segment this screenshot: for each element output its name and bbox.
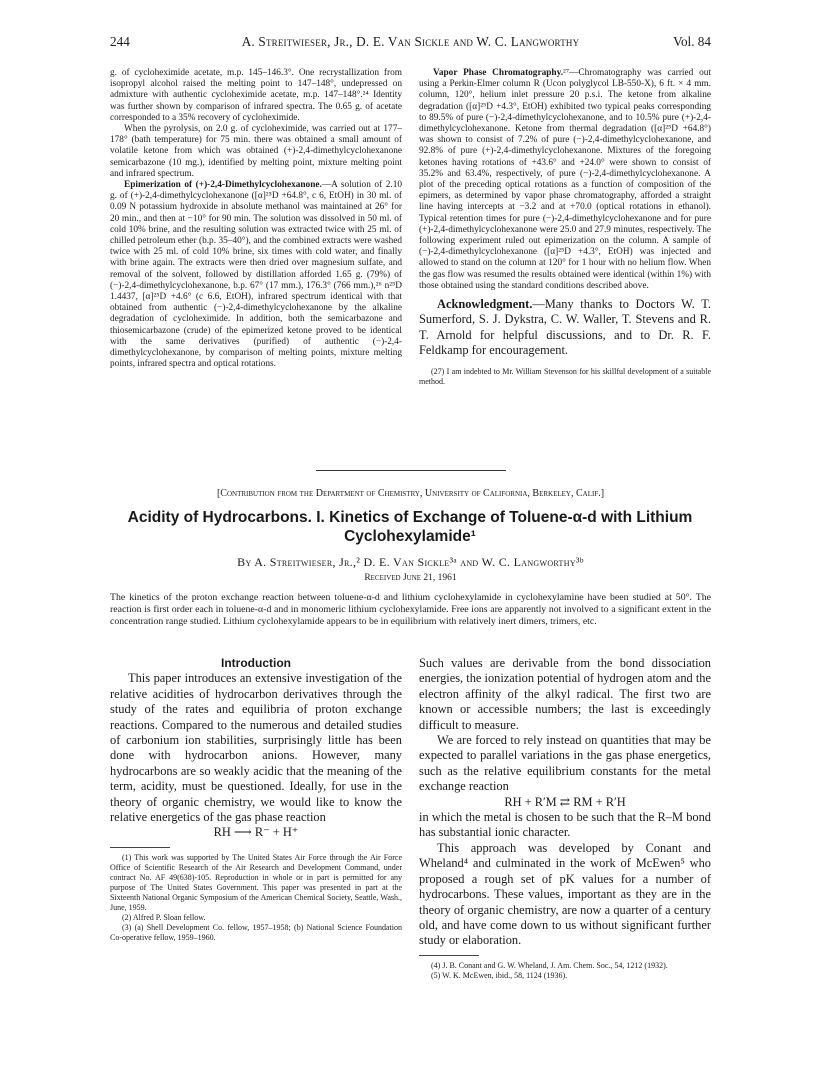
paragraph-body: ²⁷—Chromatography was carried out using a Perkin-Elmer column R (Ucon polyglycol LB-550-X), 6 ft. × 4 mm. column, 120°, helium inlet pressure 20 p.s.i. The ketone from alkaline degradation ([α]²⁵D +4.3°, EtOH) exhibited two typical peaks corresponding to 89.5% of pure (−)-2,4-dimethylcyclohexanone, and to 10.5% pure (+)-2,4-dimethylcyclohexanone. Ketone from thermal degradation ([α]²⁵D +64.8°) was shown to consist of 7.2% of pure (−)-2,4-dimethylcyclohexanone, and 92.8% of pure (+)-2,4-dimethylcyclohexanone. Mixtures of the foregoing ketones having rotations of +43.6° and +24.0° were shown to consist of 35.2% and 63.4%, respectively, of pure (−)-2,4-dimethylcyclohexanone. A plot of the preceding optical rotations as a function of composition of the epimers, as determined by vapor phase chromatography, afforded a straight line having intercepts at −3.2 and at +70.0 (optical rotations in ethanol). Typical retention times for pure (−)-2,4-dimethylcyclohexanone and for pure (+)-2,4-dimethylcyclohexanone were 25.0 and 27.9 minutes, respectively. The following experiment ruled out epimerization on the column. A sample of (−)-2,4-dimethylcyclohexanone ([α]²⁵D +4.3°, EtOH) was injected and allowed to stand on the column at 120° for 1 hour with no helium flow. When the gas flow was resumed the results obtained were identical (within 1%) with those obtained using the standard conditions described above. [419, 68, 711, 291]
intro-left-column [110, 656, 402, 943]
article-divider [316, 470, 506, 471]
running-title: A. Streitwieser, Jr., D. E. Van Sickle and W. C. Langworthy [241, 34, 580, 49]
footnote-rule [110, 847, 170, 848]
abstract: The kinetics of the proton exchange reaction between toluene-α-d and lithium cyclohexylamide in cyclohexylamine have been studied at 50°. The reaction is first order each in toluene-α-d and in monomeric lithium cyclohexylamide. Free ions are apparently not involved to a significant extent in the concentration range studied. Lithium cyclohexylamide appears to be in equilibrium with relatively inert dimers, trimers, etc. [110, 592, 711, 627]
footnote: (3) (a) Shell Development Co. fellow, 1957–1958; (b) National Science Foundation Co-operative fellow, 1959–1960. [110, 922, 402, 942]
article-title: Acidity of Hydrocarbons. I. Kinetics of Exchange of Toluene-α-d with Lithium Cyclohexylamide¹ [127, 509, 693, 545]
paragraph: in which the metal is chosen to be such that the R–M bond has substantial ionic character. [419, 810, 711, 840]
section-heading: Introduction [221, 656, 291, 670]
equation: RH + R′M ⇄ RM + R′H [504, 794, 626, 809]
paragraph [419, 68, 711, 292]
article-authors: By A. Streitwieser, Jr.,² D. E. Van Sickle³ᵃ and W. C. Langworthy³ᵇ [237, 555, 584, 569]
received-date: Received June 21, 1961 [364, 573, 457, 583]
paragraph-body: —Many thanks to Doctors W. T. Sumerford, S. J. Dykstra, C. W. Waller, T. Stevens and R. T. Arnold for helpful discussions, and to Dr. R. F. Feldkamp for encouragement. [419, 297, 711, 358]
section-lead: Epimerization of (+)-2,4-Dimethylcyclohexanone. [124, 180, 322, 191]
running-header [110, 34, 711, 54]
footnote: (5) W. K. McEwen, ibid., 58, 1124 (1936). [431, 970, 568, 980]
section-lead: Acknowledgment. [437, 297, 533, 312]
equation: RH ⟶ R⁻ + H⁺ [213, 825, 299, 840]
footnote-block [110, 853, 402, 943]
footnote-block [419, 367, 711, 387]
paragraph: Such values are derivable from the bond dissociation energies, the ionization potential of hydrogen atom and the electron affinity of the alkyl radical. The first two are known or accessible numbers; the last is exceedingly difficult to measure. [419, 656, 711, 732]
volume-label: Vol. 84 [673, 34, 711, 49]
page-number: 244 [110, 34, 130, 49]
paragraph [110, 180, 402, 370]
acknowledgment [419, 297, 711, 359]
paragraph: This approach was developed by Conant and Wheland⁴ and culminated in the work of McEwen⁵ who proposed a rough set of pK values for a number of hydrocarbons. These values, important as they are in the theory of organic chemistry, are now a quarter of a century old, and have come down to us without significant further study or elaboration. [419, 840, 711, 948]
section-lead: Vapor Phase Chromatography. [433, 68, 564, 78]
footnote-block [419, 961, 711, 981]
footnote: (27) I am indebted to Mr. William Stevenson for his skillful development of a suitable method. [419, 366, 711, 386]
contribution-line: [Contribution from the Department of Chemistry, University of California, Berkeley, Calif.] [216, 488, 605, 499]
footnote: (2) Alfred P. Sloan fellow. [122, 912, 206, 922]
footnote-rule [419, 955, 479, 956]
paragraph: g. of cycloheximide acetate, m.p. 145–146.3°. One recrystallization from isopropyl alcohol raised the melting point to 147–148°, undepressed on admixture with authentic cycloheximide acetate, m.p. 147–148°.²⁴ Identity was further shown by comparison of infrared spectra. The 0.65 g. of acetate corresponded to a 35% recovery of cycloheximide. [110, 68, 402, 123]
footnote: (1) This work was supported by The United States Air Force through the Air Force Office of Scientific Research of the Air Research and Development Command, under contract No. AF 49(638)-105. Reproduction in whole or in part is permitted for any purpose of The United States Government. This paper was presented in part at the Sixteenth National Organic Symposium of the American Chemical Society, Seattle, Wash., June, 1959. [110, 852, 402, 912]
footnote: (4) J. B. Conant and G. W. Wheland, J. Am. Chem. Soc., 54, 1212 (1932). [431, 960, 668, 970]
paragraph: This paper introduces an extensive investigation of the relative acidities of hydrocarbon derivatives through the study of the rates and equilibria of proton exchange reactions. Compared to the numerous and detailed studies of carbonium ion stabilities, surprisingly little has been done with hydrocarbon anions. However, many hydrocarbons are so weakly acidic that the meaning of the term, acidity, must be questioned. Ideally, for use in the theory of organic chemistry, we would like to know the relative energetics of the gas phase reaction [110, 671, 402, 825]
top-right-column [419, 68, 711, 387]
paragraph: We are forced to rely instead on quantities that may be expected to parallel variations in the gas phase energetics, such as the relative equilibrium constants for the metal exchange reaction [419, 733, 711, 794]
top-left-column [110, 68, 402, 370]
intro-right-column [419, 656, 711, 981]
paragraph [419, 297, 711, 359]
paragraph-body: —A solution of 2.10 g. of (+)-2,4-dimethylcyclohexanone ([α]²⁵D +64.8°, c 6, EtOH) in 30 ml. of 0.09 N potassium hydroxide in absolute methanol was maintained at 26° for 20 min., and then at −10° for 90 min. The solution was dissolved in 50 ml. of cold 10% brine, and the resulting solution was extracted twice with 25 ml. of chilled petroleum ether (b.p. 35–40°), and the combined extracts were washed twice with 25 ml. of cold 10% brine, six times with cold water, and finally with brine again. The extracts were then dried over magnesium sulfate, and removal of the solvent, followed by distillation afforded 1.65 g. (79%) of (−)-2,4-dimethylcyclohexanone, b.p. 67° (17 mm.), 176.3° (766 mm.),²⁶ n²⁵D 1.4437, [α]²⁵D +4.6° (c 6.6, EtOH), infrared spectrum identical with that obtained from authentic (−)-2,4-dimethylcyclohexanone by the alkaline degradation of cycloheximide. In addition, both the semicarbazone and thiosemicarbazone (crude) of the epimerized ketone proved to be identical with the same derivatives (purified) of authentic (−)-2,4-dimethylcyclohexanone, by comparison of melting points, mixture melting points, infrared spectra and optical rotations. [110, 180, 402, 370]
paragraph: When the pyrolysis, on 2.0 g. of cycloheximide, was carried out at 177–178° (bath temperature) for 75 min. there was obtained a small amount of volatile ketone from which was obtained (+)-2,4-dimethylcyclohexanone semicarbazone (10 mg.), identified by melting point, mixture melting point and infrared spectrum. [110, 124, 402, 179]
